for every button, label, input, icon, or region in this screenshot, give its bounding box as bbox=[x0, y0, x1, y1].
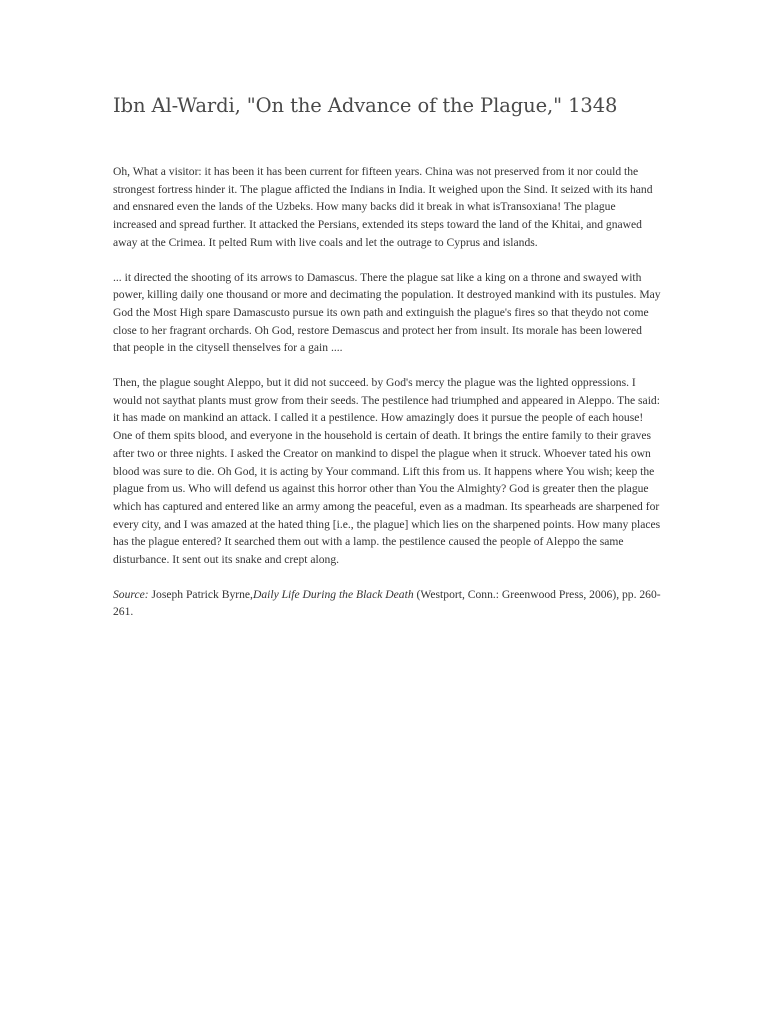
document-page bbox=[113, 92, 661, 638]
document-title: Ibn Al-Wardi, "On the Advance of the Plague," 1348 bbox=[113, 94, 618, 117]
source-author: Joseph Patrick Byrne, bbox=[148, 587, 253, 601]
source-label: Source: bbox=[113, 587, 149, 601]
paragraph-1: Oh, What a visitor: it has been it has been current for fifteen years. China was not preserved from it nor could the strongest fortress hinder it. The plague afficted the Indians in India. It weighed upon the Sind. It seized with its hand and ensnared even the lands of the Uzbeks. How many backs did it break in what isTransoxiana! The plague increased and spread further. It attacked the Persians, extended its steps toward the land of the Khitai, and gnawed away at the Crimea. It pelted Rum with live coals and let the outrage to Cyprus and islands. bbox=[113, 165, 653, 249]
paragraph-2: ... it directed the shooting of its arrows to Damascus. There the plague sat like a king on a throne and swayed with power, killing daily one thousand or more and decimating the population. It destroyed mankind with its pustules. May God the Most High spare Damascusto pursue its own path and extinguish the plague's fires so that theydo not come close to her fragrant orchards. Oh God, restore Demascus and protect her from insult. Its morale has been lowered that people in the citysell thenselves for a gain .... bbox=[113, 270, 661, 355]
source-publication: (Westport, Conn.: Greenwood Press, 2006), pp. 260-261. bbox=[113, 587, 661, 619]
source-citation bbox=[113, 586, 661, 621]
source-book-title: Daily Life During the Black Death bbox=[252, 587, 414, 601]
paragraph-3: Then, the plague sought Aleppo, but it did not succeed. by God's mercy the plague was the lighted oppressions. I would not saythat plants must grow from their seeds. The pestilence had triumphed and appeared in Aleppo. The said: it has made on mankind an attack. I called it a pestilence. How amazingly does it pursue the people of each house! One of them spits blood, and everyone in the household is certain of death. It brings the entire family to their graves after two or three nights. I asked the Creator on mankind to dispel the plague when it struck. Whoever tated his own blood was sure to die. Oh God, it is acting by Your command. Lift this from us. It happens where You wish; keep the plague from us. Who will defend us against this horror other than You the Almighty? God is greater then the plague which has captured and entered like an army among the peaceful, even as a madman. Its spearheads are sharpened for every city, and I was amazed at the hated thing [i.e., the plague] which lies on the sharpened points. How many places has the plague entered? It searched them out with a lamp. the pestilence caused the people of Aleppo the same disturbance. It sent out its snake and crept along. bbox=[113, 376, 661, 567]
